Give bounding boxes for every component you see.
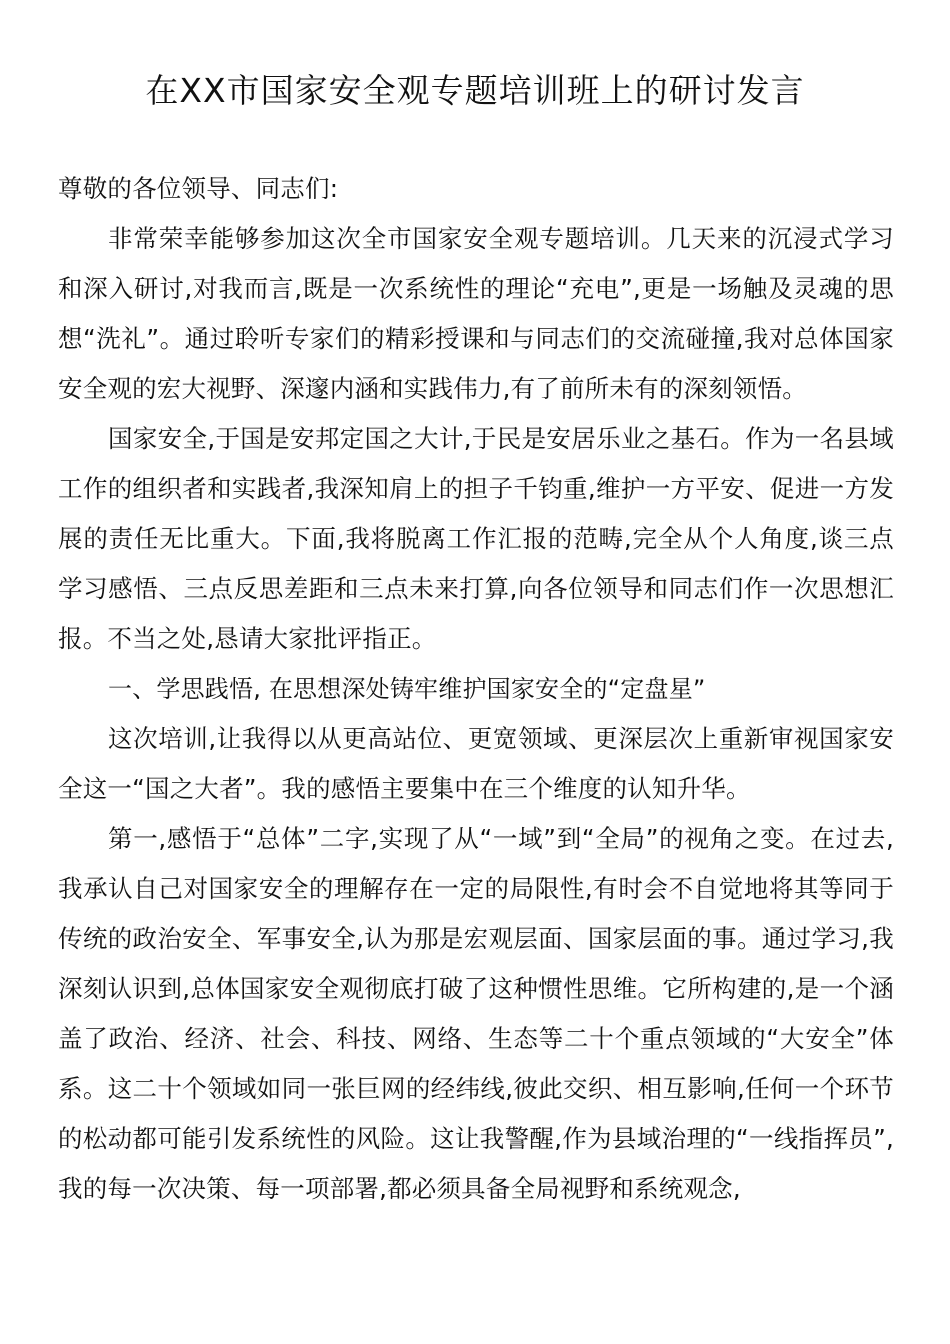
- salutation: 尊敬的各位领导、同志们:: [58, 174, 339, 203]
- paragraph-responsibility: 国家安全,于国是安邦定国之大计,于民是安居乐业之基石。作为一名县域工作的组织者和实践者,我深知肩上的担子千钧重,维护一方平安、促进一方发展的责任无比重大。下面,我将脱离工作汇报的范畴,完全从个人角度,谈三点学习感悟、三点反思差距和三点未来打算,向各位领导和同志们作一次思想汇报。不当之处,恳请大家批评指正。: [58, 424, 894, 653]
- section-paragraph-first-insight: 第一,感悟于“总体”二字,实现了从“一域”到“全局”的视角之变。在过去,我承认自己对国家安全的理解存在一定的局限性,有时会不自觉地将其等同于传统的政治安全、军事安全,认为那是宏观层面、国家层面的事。通过学习,我深刻认识到,总体国家安全观彻底打破了这种惯性思维。它所构建的,是一个涵盖了政治、经济、社会、科技、网络、生态等二十个重点领域的“大安全”体系。这二十个领域如同一张巨网的经纬线,彼此交织、相互影响,任何一个环节的松动都可能引发系统性的风险。这让我警醒,作为县域治理的“一线指挥员”,我的每一次决策、每一项部署,都必须具备全局视野和系统观念,: [58, 824, 894, 1203]
- section-heading-1: 一、学思践悟, 在思想深处铸牢维护国家安全的“定盘星”: [108, 675, 706, 703]
- document-title: 在XX市国家安全观专题培训班上的研讨发言: [145, 71, 805, 110]
- document-body: [58, 164, 894, 1214]
- section-paragraph-overview: 这次培训,让我得以从更高站位、更宽领域、更深层次上重新审视国家安全这一“国之大者”。我的感悟主要集中在三个维度的认知升华。: [58, 724, 894, 803]
- paragraph-intro: 非常荣幸能够参加这次全市国家安全观专题培训。几天来的沉浸式学习和深入研讨,对我而言,既是一次系统性的理论“充电”,更是一场触及灵魂的思想“洗礼”。通过聆听专家们的精彩授课和与同志们的交流碰撞,我对总体国家安全观的宏大视野、深邃内涵和实践伟力,有了前所未有的深刻领悟。: [58, 224, 894, 403]
